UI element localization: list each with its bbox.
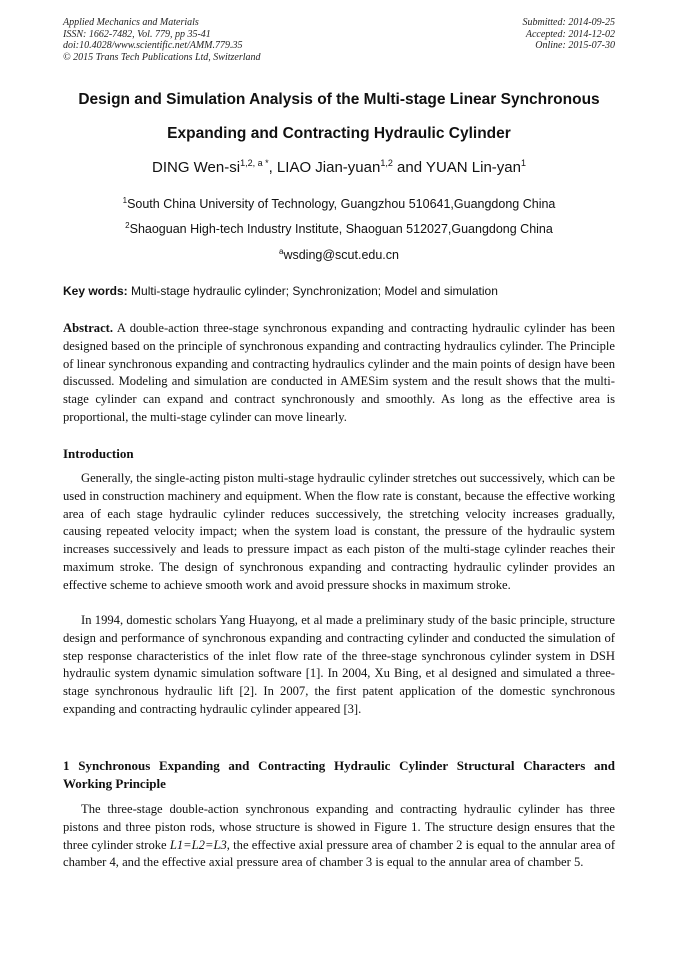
paper-title-line-1: Design and Simulation Analysis of the Multi-stage Linear Synchronous (78, 91, 600, 108)
stroke-formula: L1=L2=L3 (169, 837, 227, 852)
accepted-date: Accepted: 2014-12-02 (525, 28, 615, 40)
affiliation-2-text: Shaoguan High-tech Industry Institute, Shaoguan 512027,Guangdong China (129, 222, 553, 236)
corresponding-email (40, 247, 638, 262)
doi-line: doi:10.4028/www.scientific.net/AMM.779.35 (63, 40, 243, 51)
keywords-label: Key words: (63, 284, 128, 298)
keywords-text: Multi-stage hydraulic cylinder; Synchronization; Model and simulation (127, 284, 498, 298)
copyright-line: © 2015 Trans Tech Publications Ltd, Switzerland (63, 51, 261, 63)
introduction-paragraph-2: In 1994, domestic scholars Yang Huayong, et al made a preliminary study of the basic principle, structure design and performance of synchronous expanding and contracting cylinder and conducted the simulation of step response characteristics of the inlet flow rate of the three-stage synchronous cylinder system in DSH hydraulic system dynamic simulation software [1]. In 2004, Xu Bing, et al designed and simulated a three-stage synchronous hydraulic lift [2]. In 2007, the first patent application of the domestic synchronous expanding and contracting hydraulic cylinder appeared [3]. (63, 613, 615, 716)
section-1-paragraph (63, 801, 615, 872)
section-1-heading: 1 Synchronous Expanding and Contracting Hydraulic Cylinder Structural Characters and Working Principle (63, 758, 615, 791)
affiliation-1-text: South China University of Technology, Guangzhou 510641,Guangdong China (127, 197, 556, 211)
introduction-heading: Introduction (63, 446, 134, 461)
journal-name: Applied Mechanics and Materials (63, 17, 199, 28)
dates-info (523, 17, 616, 52)
keywords (63, 284, 615, 298)
section-1-text-b: , the effective axial pressure area of chamber 2 is equal to the annular area of chamber 4, and the effective axial pressure area of chamber 3 is equal to the annular area of chamber 5. (63, 837, 616, 870)
journal-info (63, 17, 261, 63)
abstract (63, 320, 615, 427)
author-2: , LIAO Jian-yuan (268, 159, 381, 176)
introduction-paragraph-1: Generally, the single-acting piston multi-stage hydraulic cylinder stretches out successively, which can be used in construction machinery and equipment. When the flow rate is constant, because the effective working area of each stage hydraulic cylinder reduces successively, the stretching velocity increases gradually, causing repeated velocity impact; when the system load is constant, the pressure of the hydraulic system increases successively and leads to pressure impact as each piston of the multi-stage cylinder reaches their maximum stroke. The design of synchronous expanding and contracting hydraulic cylinder provides an effective scheme to achieve smooth work and avoid pressure shocks in maximum stroke. (63, 471, 615, 592)
author-list (40, 158, 638, 176)
author-2-affil: 1,2 (380, 158, 393, 168)
paper-title-line-2: Expanding and Contracting Hydraulic Cylinder (167, 125, 511, 142)
affiliation-1 (40, 196, 638, 211)
author-1-affil: 1,2, a * (240, 158, 269, 168)
abstract-text: A double-action three-stage synchronous expanding and contracting hydraulic cylinder has been designed based on the principle of synchronous expanding and contracting hydraulics cylinder. The Principle of linear synchronous expanding and contracting hydraulics cylinder and the main points of design have been discussed. Modeling and simulation are conducted in AMESim system and the result shows that the multi-stage cylinder can expand and contract synchronously and smoothly. As long as the effective area is proportional, the multi-stage cylinder can move linearly. (63, 321, 615, 424)
affiliation-2-mark: 2 (125, 221, 130, 230)
email-link[interactable]: wsding@scut.edu.cn (283, 248, 399, 262)
affiliation-2 (40, 221, 638, 236)
submitted-date: Submitted: 2014-09-25 (522, 17, 615, 28)
author-1: DING Wen-si (151, 159, 241, 176)
author-3-affil: 1 (520, 158, 526, 168)
online-date: Online: 2015-07-30 (535, 40, 615, 51)
author-3: and YUAN Lin-yan (392, 159, 521, 176)
abstract-label: Abstract. (63, 321, 114, 335)
section-1-text-a: The three-stage double-action synchronous expanding and contracting hydraulic cylinder has three pistons and three piston rods, whose structure is showed in Figure 1. The structure design ensures that the three cylinder stroke (63, 802, 615, 852)
affiliation-1-mark: 1 (122, 196, 128, 205)
email-mark: a (279, 247, 284, 256)
issn-line: ISSN: 1662-7482, Vol. 779, pp 35-41 (63, 28, 211, 40)
